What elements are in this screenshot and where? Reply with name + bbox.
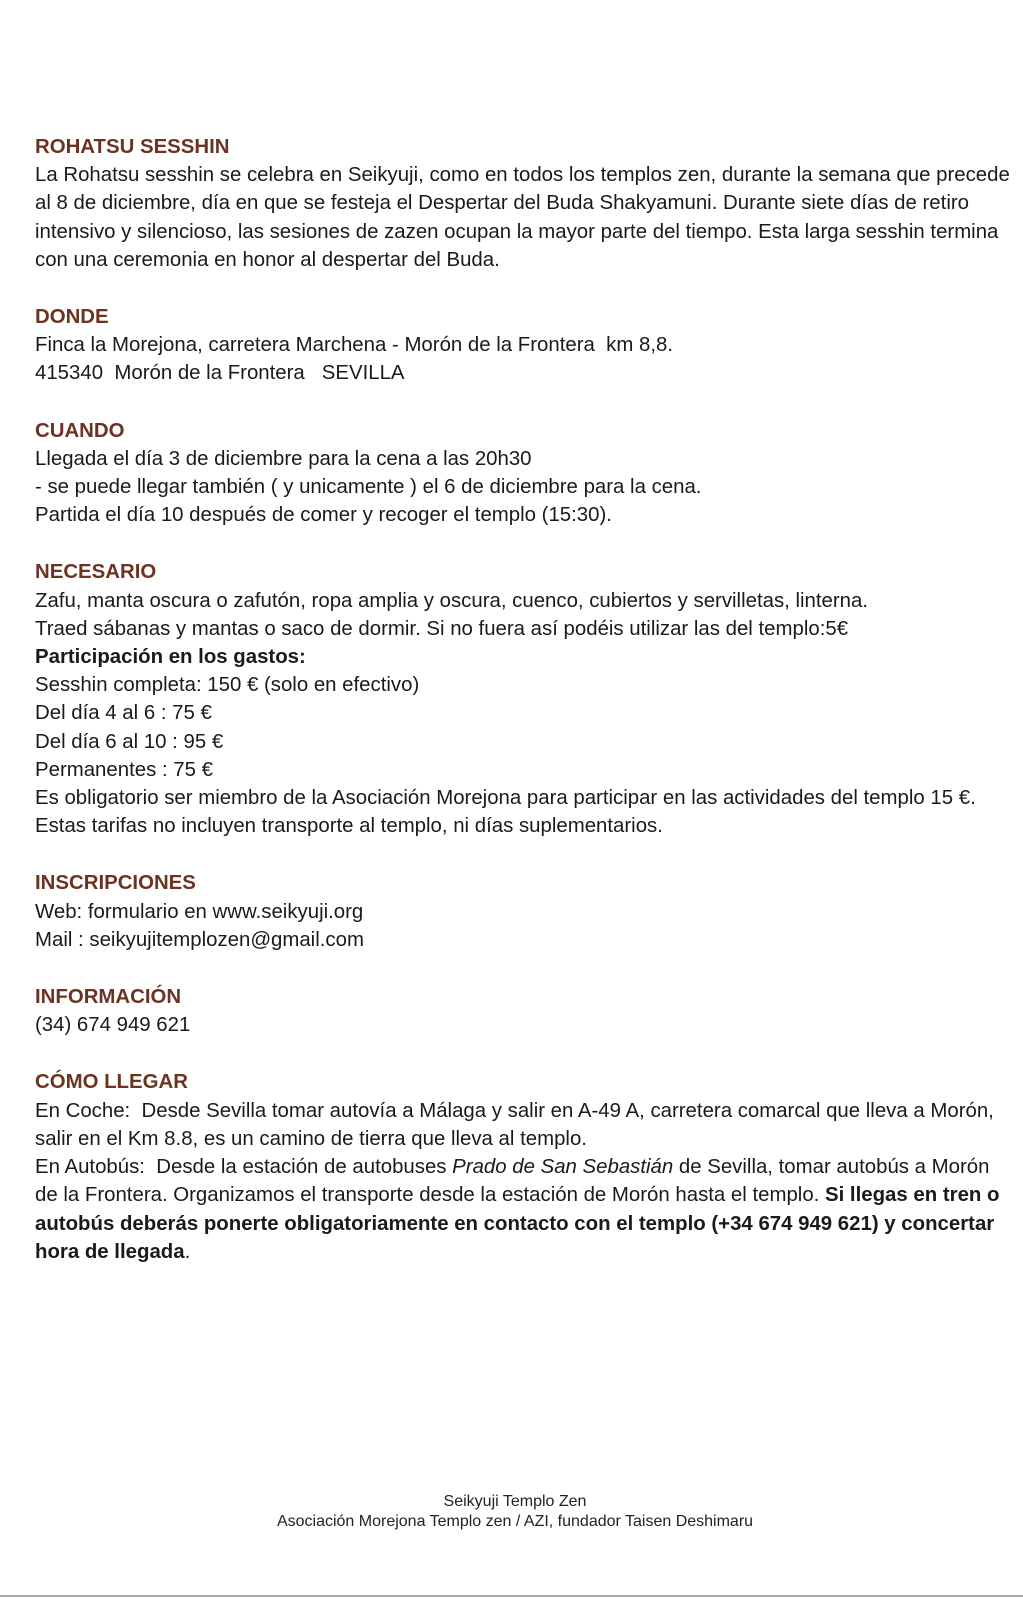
directions-car: En Coche: Desde Sevilla tomar autovía a Málaga y salir en A-49 A, carretera comarcal que lleva a Morón, salir en el Km 8.8, es un camino de tierra que lleva al templo. <box>35 1099 1000 1150</box>
requirement-line: Traed sábanas y mantas o saco de dormir. Si no fuera así podéis utilizar las del templo:5€ <box>35 617 849 640</box>
schedule-line: Llegada el día 3 de diciembre para la cena a las 20h30 <box>35 447 532 470</box>
bus-text: En Autobús: Desde la estación de autobuses <box>35 1156 453 1179</box>
address-line: 415340 Morón de la Frontera SEVILLA <box>35 362 405 385</box>
bus-station-name: Prado de San Sebastián <box>452 1156 674 1179</box>
section-title: INFORMACIÓN <box>35 986 182 1009</box>
document-body <box>35 133 1010 1295</box>
section-rohatsu <box>35 133 1010 274</box>
footer-line-2: Asociación Morejona Templo zen / AZI, fundador Taisen Deshimaru <box>276 1513 754 1530</box>
mail-link[interactable]: Mail : seikyujitemplozen@gmail.com <box>35 928 364 951</box>
section-title: CUANDO <box>35 419 125 442</box>
fee-line: Es obligatorio ser miembro de la Asociación Morejona para participar en las actividades del templo 15 €. <box>35 787 976 810</box>
schedule-line: Partida el día 10 después de comer y recoger el templo (15:30). <box>35 504 612 527</box>
section-title: CÓMO LLEGAR <box>35 1071 188 1094</box>
address-line: Finca la Morejona, carretera Marchena - Morón de la Frontera km 8,8. <box>35 334 674 357</box>
fees-title: Participación en los gastos: <box>35 646 306 669</box>
bus-text-end: . <box>184 1240 191 1263</box>
section-title: ROHATSU SESSHIN <box>35 136 230 158</box>
fee-line: Permanentes : 75 € <box>35 758 213 781</box>
section-title: NECESARIO <box>35 561 157 584</box>
footer <box>0 1492 1023 1532</box>
fee-line: Del día 4 al 6 : 75 € <box>35 702 212 725</box>
section-como-llegar <box>35 1068 1010 1265</box>
section-cuando <box>35 417 1010 530</box>
section-donde <box>35 303 1010 388</box>
section-title: DONDE <box>35 306 109 329</box>
fee-line: Sesshin completa: 150 € (solo en efectivo) <box>35 674 420 697</box>
section-title: INSCRIPCIONES <box>35 872 196 895</box>
fee-line: Del día 6 al 10 : 95 € <box>35 730 224 753</box>
footer-line-1: Seikyuji Templo Zen <box>443 1493 587 1510</box>
bus-text: de Sevilla, tomar autobús a Morón de la Frontera. Organizamos el transporte desde la estación de Morón hasta el templo. <box>35 1156 996 1207</box>
section-text: La Rohatsu sesshin se celebra en Seikyuji, como en todos los templos zen, durante la semana que precede al 8 de diciembre, día en que se festeja el Despertar del Buda Shakyamuni. Durante siete días de retiro intensivo y silencioso, las sesiones de zazen ocupan la mayor parte del tiempo. Esta larga sesshin termina con una ceremonia en honor al despertar del Buda. <box>35 164 1010 271</box>
bottom-divider <box>0 1595 1023 1597</box>
requirement-line: Zafu, manta oscura o zafutón, ropa amplia y oscura, cuenco, cubiertos y servilletas, linterna. <box>35 589 869 612</box>
section-informacion <box>35 983 1010 1039</box>
fee-line: Estas tarifas no incluyen transporte al templo, ni días suplementarios. <box>35 815 663 838</box>
section-inscripciones <box>35 869 1010 954</box>
section-necesario <box>35 558 1010 840</box>
web-link[interactable]: Web: formulario en www.seikyuji.org <box>35 900 364 923</box>
schedule-line: - se puede llegar también ( y unicamente ) el 6 de diciembre para la cena. <box>35 476 702 499</box>
bus-warning: Si llegas en tren o autobús deberás ponerte obligatoriamente en contacto con el templo (+34 674 949 621) y concertar hora de llegada <box>35 1184 1006 1263</box>
directions-bus <box>35 1153 1010 1266</box>
phone-number: (34) 674 949 621 <box>35 1014 191 1037</box>
